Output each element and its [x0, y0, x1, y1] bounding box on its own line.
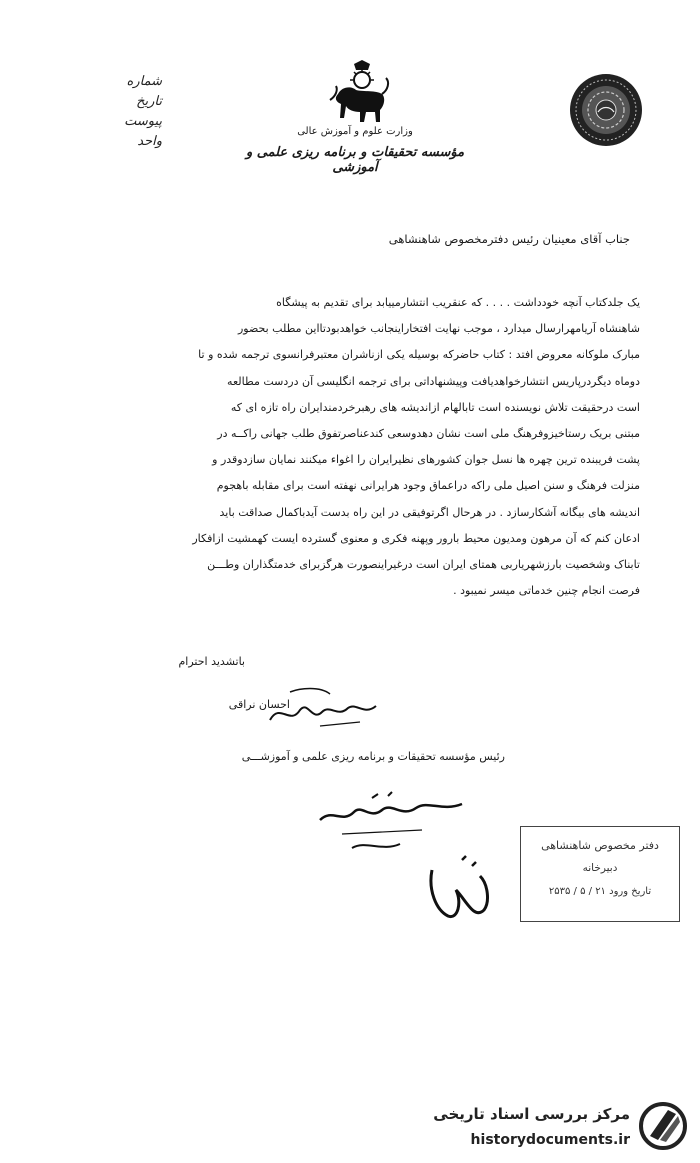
receipt-stamp [520, 826, 680, 922]
letter-body [40, 290, 640, 604]
margin-labels [92, 72, 162, 152]
date-label: تاریخ [136, 94, 162, 109]
number-label: شماره [126, 74, 162, 89]
addressee-line: جناب آقای معینیان رئیس دفترمخصوص شاهنشاهی [388, 232, 630, 246]
body-line: فرصت انجام چنین خدماتی میسر نمیبود . [453, 584, 640, 598]
handwritten-initials-icon [418, 850, 498, 930]
ministry-name: وزارت علوم و آموزش عالی [297, 126, 413, 137]
body-line: تابناک وشخصیت بارزشهریاربی همتای ایران است درغیراینصورت هرگزبرای خدمتگذاران وطـــن [207, 558, 640, 572]
archive-logo-icon [638, 1100, 688, 1152]
footer-brand: مرکز بررسی اسناد تاریخی [433, 1105, 630, 1123]
footer-url: historydocuments.ir [470, 1132, 630, 1148]
round-seal-icon [568, 72, 644, 148]
signer-name: احسان نراقی [228, 698, 290, 711]
stamp-office: دفتر مخصوص شاهنشاهی [541, 839, 659, 852]
body-line: ادعان کنم که آن مرهون ومدیون محیط بارور وپهنه فکری و معنوی گسترده ایست کهمشیت ازافکار [192, 531, 640, 545]
unit-label: واحد [137, 134, 162, 149]
body-line: اندیشه های بیگانه آشکارسازد . در هرحال اگرتوفیقی در این راه بدست آیدباکمال صداقت باید [219, 505, 640, 519]
attachment-label: پیوست [124, 114, 162, 129]
body-line: مبتنی بریک رستاخیزوفرهنگ ملی است نشان دهدوسعی کندعناصرتفوق طلب جهانی راکــه در [217, 427, 640, 441]
signer-title: رئیس مؤسسه تحقیقات و برنامه ریزی علمی و آموزشـــی [241, 750, 505, 763]
body-line: مبارک ملوکانه معروض افتد : کتاب حاضرکه بوسیله یکی ازناشران معتبرفرانسوی ترجمه شده و تا [198, 348, 640, 362]
body-line: است درحقیقت تلاش نویسنده است تابالهام ازاندیشه های رهبرخردمندایران راه تازه ای که [230, 400, 640, 414]
stamp-date: تاریخ ورود ۲۱ / ۵ / ۲۵۳۵ [548, 886, 652, 897]
stamp-secretariat: دبیرخانه [582, 862, 618, 874]
institute-name: مؤسسه تحقیقات و برنامه ریزی علمی و آموزشی [245, 145, 465, 175]
lion-and-sun-emblem-icon [326, 60, 398, 126]
body-line: منزلت فرهنگ و سنن اصیل ملی راکه دراعماق وجود هرایرانی نهفته است برای مقابله باهجوم [216, 479, 640, 493]
body-line: پشت فریبنده ترین چهره ها نسل جوان کشورهای نظیرایران را اغواء میکنند نمایان سازدوقدر و [212, 453, 640, 467]
body-line: یک جلدکتاب آنچه خودداشت . . . . که عنقریب انتشارمییابد برای تقدیم به پیشگاه [276, 296, 640, 309]
closing-phrase: باتشدید احترام [178, 655, 245, 668]
body-line: شاهنشاه آریامهرارسال میدارد ، موجب نهایت افتخاراینجانب خواهدبودتااین مطلب بحضور [237, 322, 640, 336]
body-line: دوماه دیگردرپاریس انتشارخواهدیافت وپیشنهاداتی برای ترجمه انگلیسی آن دردست مطالعه [227, 374, 640, 388]
